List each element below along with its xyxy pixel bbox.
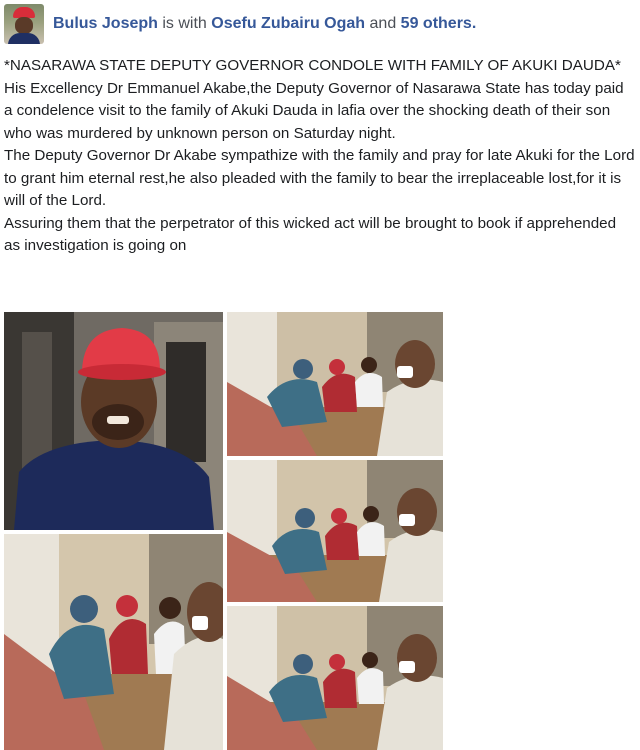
condolence-scene	[227, 460, 443, 602]
post-header-text	[53, 14, 476, 34]
post-header	[4, 4, 636, 44]
photo-selfie[interactable]	[4, 312, 223, 530]
condolence-scene	[227, 606, 443, 750]
post-paragraph: Assuring them that the perpetrator of this wicked act will be brought to book if apprehended as investigation is going on	[4, 214, 617, 254]
post-headline: *NASARAWA STATE DEPUTY GOVERNOR CONDOLE WITH FAMILY OF AKUKI DAUDA*	[4, 57, 621, 74]
photo-condolence-visit-1[interactable]	[227, 312, 443, 456]
photo-condolence-visit-2[interactable]	[227, 460, 443, 602]
tagged-person[interactable]: Osefu Zubairu Ogah	[211, 15, 366, 32]
avatar[interactable]	[4, 4, 44, 44]
condolence-scene	[227, 312, 443, 456]
author-name[interactable]: Bulus Joseph	[53, 15, 158, 32]
with-text: is with	[162, 15, 207, 32]
condolence-scene	[4, 534, 223, 750]
photo-condolence-visit-4[interactable]	[227, 606, 443, 750]
post-paragraph: His Excellency Dr Emmanuel Akabe,the Deputy Governor of Nasarawa State has today paid a condelence visit to the family of Akuki Dauda in lafia over the shocking death of their son who was murdered by unknown person on Saturday night.	[4, 79, 624, 142]
post-body	[4, 55, 636, 258]
others-link[interactable]: 59 others.	[400, 15, 477, 32]
and-text: and	[369, 15, 397, 32]
selfie-illustration	[4, 312, 223, 530]
photo-condolence-visit-3[interactable]	[4, 534, 223, 750]
post-paragraph: The Deputy Governor Dr Akabe sympathize with the family and pray for late Akuki for the Lord to grant him eternal rest,he also pleaded with the family to bear the irreplaceable lost,for it is will of the Lord.	[4, 147, 635, 209]
